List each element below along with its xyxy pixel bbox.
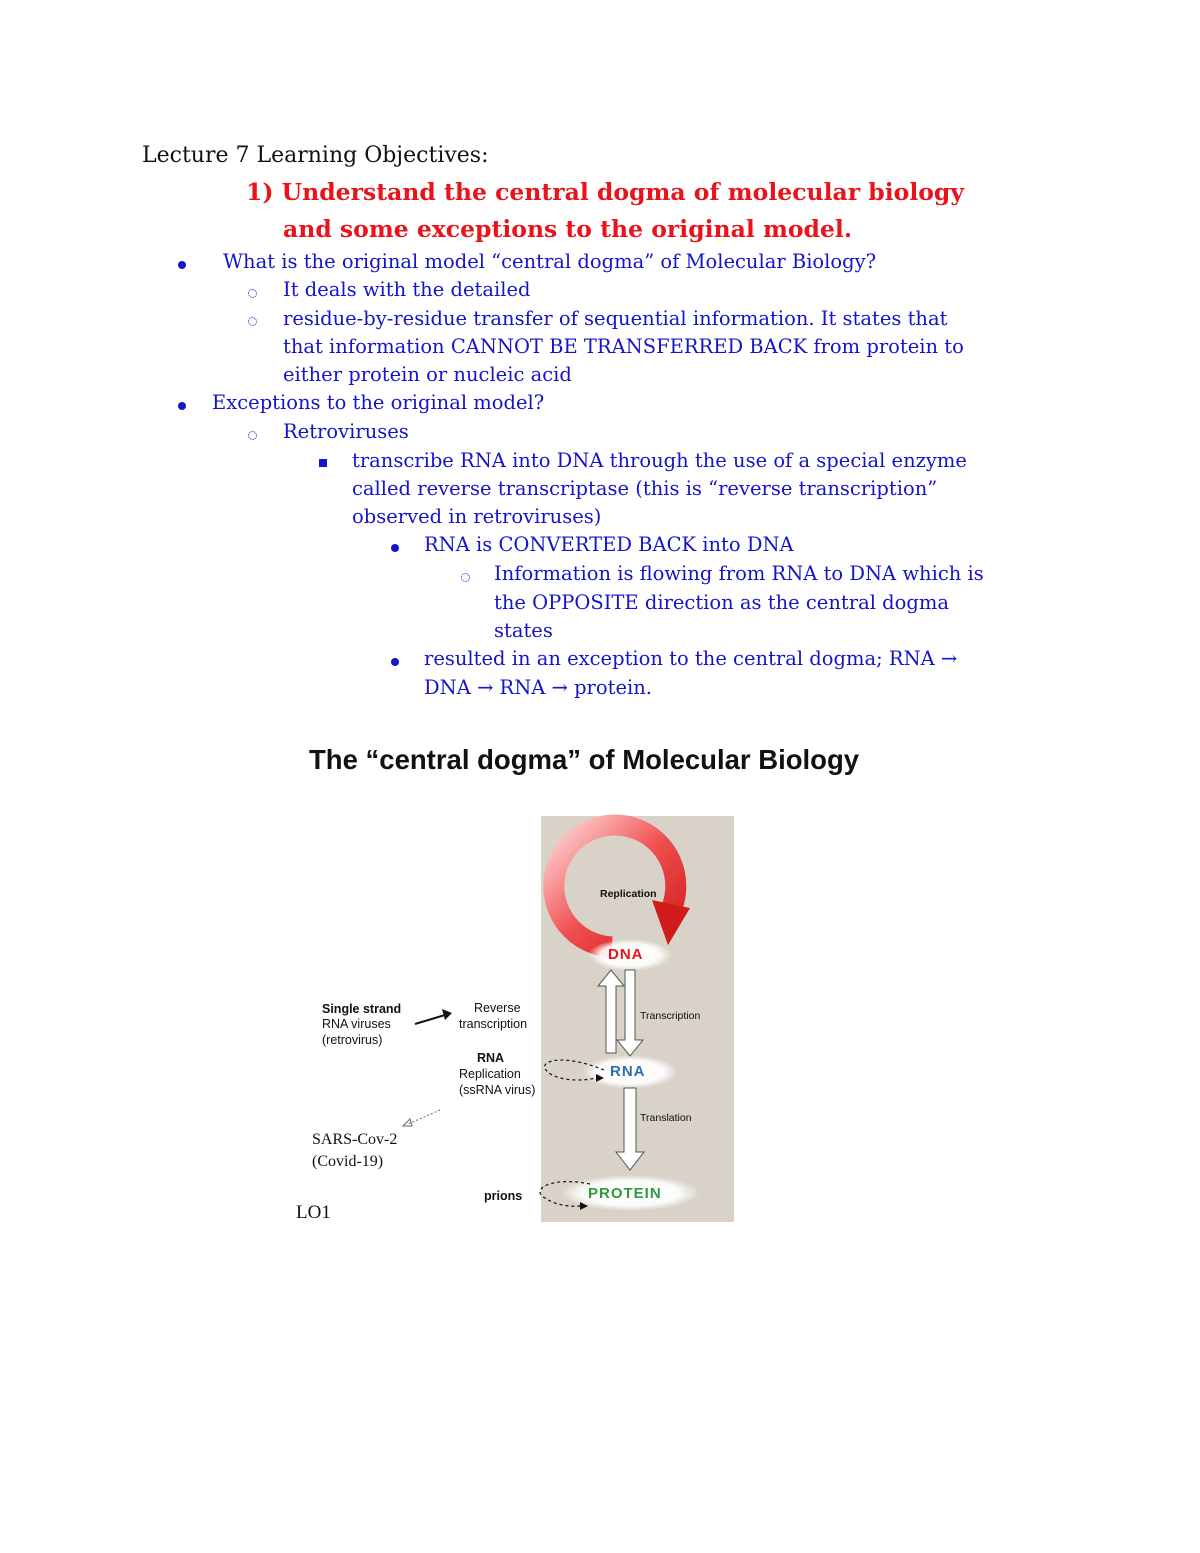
translation-label: Translation <box>640 1112 692 1124</box>
page-heading: Lecture 7 Learning Objectives: <box>142 143 489 168</box>
note-line: states <box>494 619 553 642</box>
single-strand-label-1: Single strand <box>322 1002 402 1016</box>
prions-label: prions <box>484 1189 523 1203</box>
note-line: RNA is CONVERTED BACK into DNA <box>424 533 794 556</box>
objective-line-1: 1) Understand the central dogma of molecular biology <box>246 178 965 206</box>
reverse-label-1: Reverse <box>474 1001 521 1015</box>
sars-label-2: (Covid-19) <box>312 1153 384 1170</box>
reverse-label-2: transcription <box>459 1017 528 1031</box>
note-line: Retroviruses <box>283 420 409 443</box>
note-line: residue-by-residue transfer of sequential information. It states that <box>283 307 948 330</box>
rna-replication-label-2: Replication <box>459 1067 521 1081</box>
note-line: that information CANNOT BE TRANSFERRED BACK from protein to <box>283 335 964 358</box>
note-line: It deals with the detailed <box>283 278 531 301</box>
rna-replication-label-3: (ssRNA virus) <box>459 1083 536 1097</box>
objective-line-2: and some exceptions to the original model. <box>283 215 853 243</box>
dna-label: DNA <box>608 946 644 963</box>
pointer-arrow-icon <box>442 1009 452 1020</box>
sars-label-1: SARS-Cov-2 <box>312 1131 398 1148</box>
note-line: the OPPOSITE direction as the central dogma <box>494 591 949 614</box>
translation-arrow-icon <box>616 1088 644 1170</box>
note-line: Information is flowing from RNA to DNA which is <box>494 562 984 585</box>
rna-label: RNA <box>610 1063 646 1080</box>
note-line: transcribe RNA into DNA through the use of a special enzyme <box>352 449 967 472</box>
single-strand-label-2: RNA viruses <box>322 1017 391 1031</box>
note-line: DNA → RNA → protein. <box>424 676 652 699</box>
note-line: resulted in an exception to the central dogma; RNA → <box>424 647 958 670</box>
question-exceptions: Exceptions to the original model? <box>212 391 545 414</box>
transcription-label: Transcription <box>640 1010 701 1022</box>
replication-label: Replication <box>600 888 657 900</box>
dashed-pointer-arrow-icon <box>403 1119 412 1126</box>
note-line: called reverse transcriptase (this is “reverse transcription” <box>352 477 938 500</box>
lo-label: LO1 <box>296 1202 331 1223</box>
protein-label: PROTEIN <box>588 1185 662 1202</box>
question-original-model: What is the original model “central dogma” of Molecular Biology? <box>223 250 877 273</box>
note-line: observed in retroviruses) <box>352 505 602 528</box>
single-strand-label-3: (retrovirus) <box>322 1033 383 1047</box>
rna-replication-label-1: RNA <box>477 1051 505 1065</box>
diagram-title: The “central dogma” of Molecular Biology <box>309 744 860 775</box>
note-line: either protein or nucleic acid <box>283 363 572 386</box>
